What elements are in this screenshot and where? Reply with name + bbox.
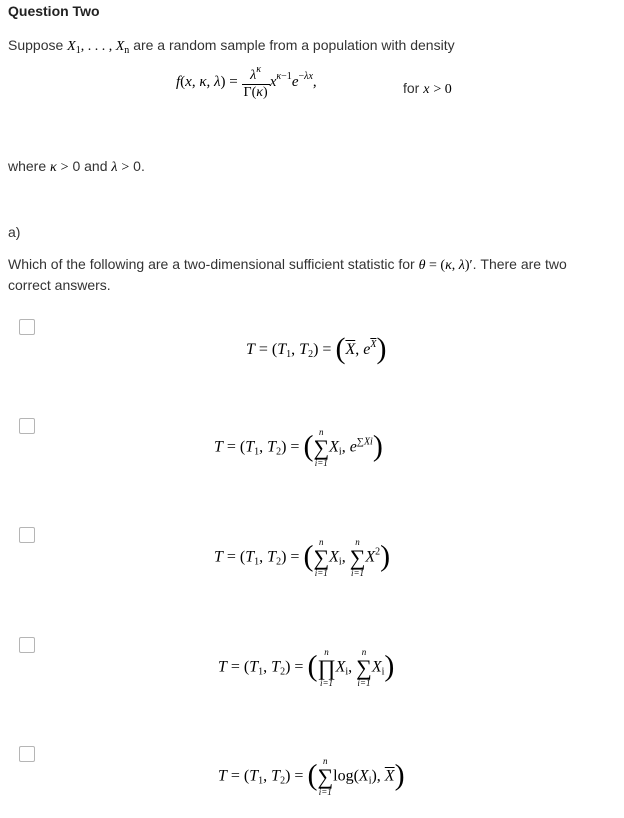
part-label: a)	[8, 224, 21, 240]
option-4-formula: $T = (T_1$, $T_2$) = ( n ∏ i=1 $X_i$, n ∑ i=1 $X_i$)	[218, 647, 395, 688]
prompt-line-2: correct answers.	[8, 277, 111, 293]
option-5-formula: $T = (T_1$, $T_2$) = ( n ∑ i=1 $\log(X_i)$, $\overline{X}$)	[218, 756, 405, 797]
and-text: and	[84, 158, 108, 174]
density-formula: f(x, κ, λ) = $\frac{\lambda^\kappa}{\Gamma(\kappa)}$ $x^{\kappa-1}e^{-\lambda x}$,	[176, 64, 317, 100]
density-fraction: $\frac{\lambda^\kappa}{\Gamma(\kappa)}$	[243, 64, 268, 100]
option-4-checkbox[interactable]	[19, 637, 35, 653]
option-5-checkbox[interactable]	[19, 746, 35, 762]
question-title: Question Two	[8, 3, 100, 19]
where-text: where	[8, 158, 47, 174]
prompt-line-1: Which of the following are a two-dimensional sufficient statistic for θ = (κ, λ)′. There are two	[8, 256, 567, 273]
prompt-text: Which of the following are a two-dimensional sufficient statistic for	[8, 256, 415, 272]
option-2-checkbox[interactable]	[19, 418, 35, 434]
option-3-checkbox[interactable]	[19, 527, 35, 543]
option-1-checkbox[interactable]	[19, 319, 35, 335]
option-2-formula: $T = (T_1$, $T_2$) = ( n ∑ i=1 $X_i$, $e^{\sum Xi}$)	[214, 427, 383, 468]
intro-text: Suppose	[8, 37, 64, 53]
prompt-tail-text: . There are two	[472, 256, 567, 272]
for-text: for	[403, 80, 420, 96]
domain-condition: for x > 0	[403, 80, 452, 97]
option-3-formula: $T = (T_1$, $T_2$) = ( n ∑ i=1 $X_i$, n ∑ i=1 $X^2$)	[214, 537, 391, 578]
intro-line	[8, 37, 455, 56]
option-1-formula: $T = (T_1$, $T_2) = (\overline{X}$, $e^{\overline{X}}$)	[246, 332, 387, 365]
where-line: where κ > 0 and λ > 0.	[8, 158, 145, 175]
intro-tail-text: are a random sample from a population with density	[133, 37, 455, 53]
sample-expression: $X_1$, . . . , $X_n$	[67, 39, 130, 56]
